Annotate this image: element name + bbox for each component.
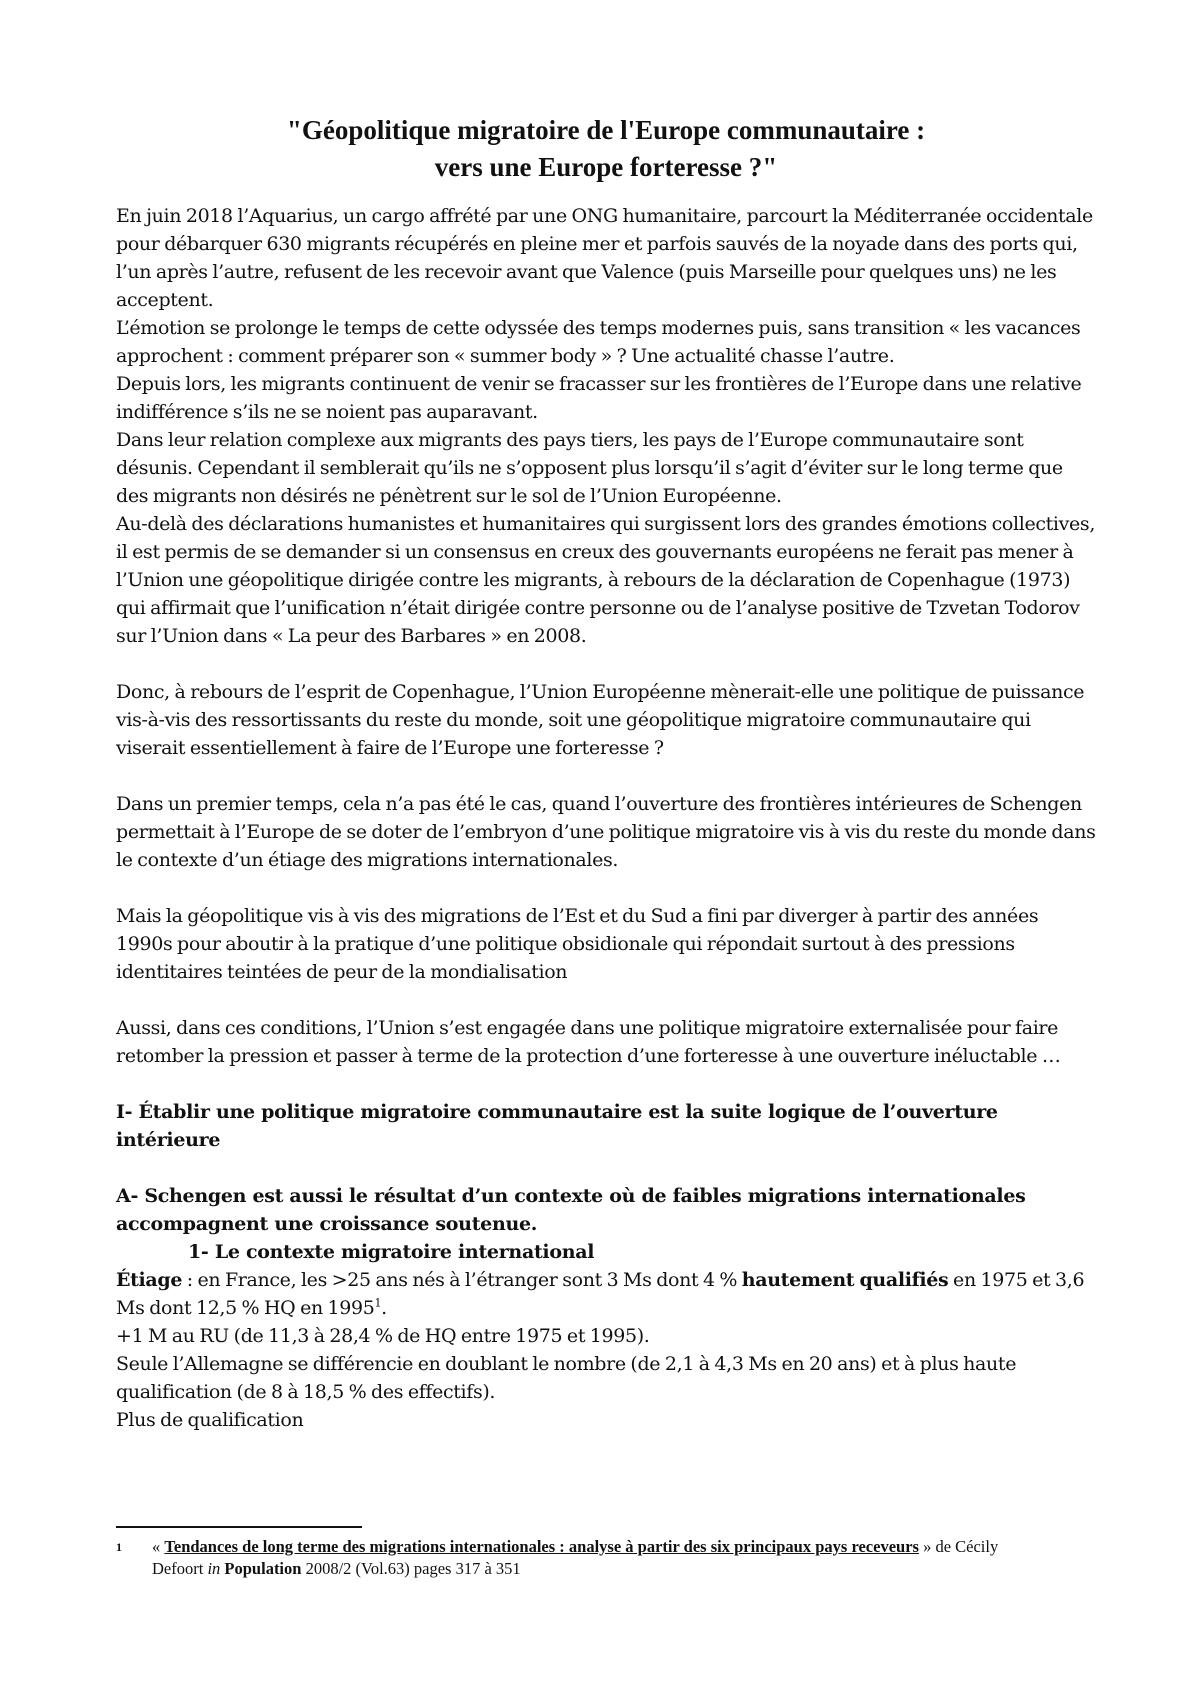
plan-paragraph-3: Aussi, dans ces conditions, l’Union s’est engagée dans une politique migratoire externalisée pour faire retomber la pression et passer à terme de la protection d’une forteresse à une ouverture inéluctable …: [116, 1017, 1061, 1067]
document-title: [116, 112, 1096, 186]
footnote-link[interactable]: Tendances de long terme des migrations internationales : analyse à partir des six principaux pays receveurs: [164, 1537, 919, 1556]
intro-paragraph-5: Au-delà des déclarations humanistes et humanitaires qui surgissent lors des grandes émotions collectives, il est permis de se demander si un consensus en creux des gouvernants européens ne ferait pas mener à l’Union une géopolitique dirigée contre les migrants, à rebours de la déclaration de Copenhague (1973) qui affirmait que l’unification n’était dirigée contre personne ou de l’analyse positive de Tzvetan Todorov sur l’Union dans « La peur des Barbares » en 2008.: [116, 513, 1096, 647]
intro-paragraph-2: L’émotion se prolonge le temps de cette odyssée des temps modernes puis, sans transition « les vacances approchent : comment préparer son « summer body » ? Une actualité chasse l’autre.: [116, 317, 1081, 367]
etiage-paragraph: [116, 1266, 1096, 1322]
problematic-paragraph: Donc, à rebours de l’esprit de Copenhague, l’Union Européenne mènerait-elle une politique de puissance vis-à-vis des ressortissants du reste du monde, soit une géopolitique migratoire communautaire qui viserait essentiellement à faire de l’Europe une forteresse ?: [116, 681, 1085, 759]
subsubsection-heading-1: 1- Le contexte migratoire international: [188, 1241, 595, 1263]
title-line-2: vers une Europe forteresse ?": [434, 152, 778, 182]
plan-paragraph-1: Dans un premier temps, cela n’a pas été le cas, quand l’ouverture des frontières intérieures de Schengen permettait à l’Europe de se doter de l’embryon d’une politique migratoire vis à vis du reste du monde dans le contexte d’un étiage des migrations internationales.: [116, 793, 1096, 871]
spacer: [116, 986, 1096, 1014]
intro-paragraph-4: Dans leur relation complexe aux migrants des pays tiers, les pays de l’Europe communautaire sont désunis. Cependant il semblerait qu’ils ne s’opposent plus lorsqu’il s’agit d’éviter sur le long terme que des migrants non désirés ne pénètrent sur le sol de l’Union Européenne.: [116, 429, 1063, 507]
text-line-germany: Seule l’Allemagne se différencie en doublant le nombre (de 2,1 à 4,3 Ms en 20 ans) et à plus haute qualification (de 8 à 18,5 % des effectifs).: [116, 1353, 1017, 1403]
footnote-journal: Population: [224, 1559, 302, 1578]
footnote-in: in: [207, 1559, 221, 1578]
spacer: [116, 650, 1096, 678]
etiage-bold: hautement qualifiés: [741, 1269, 949, 1291]
spacer: [116, 762, 1096, 790]
plan-paragraph-2: Mais la géopolitique vis à vis des migrations de l’Est et du Sud a fini par diverger à partir des années 1990s pour aboutir à la pratique d’une politique obsidionale qui répondait surtout à des pressions identitaires teintées de peur de la mondialisation: [116, 905, 1039, 983]
subsection-heading-a: A- Schengen est aussi le résultat d’un contexte où de faibles migrations internationales accompagnent une croissance soutenue.: [116, 1185, 1026, 1235]
title-line-1: "Géopolitique migratoire de l'Europe communautaire :: [286, 115, 926, 145]
intro-paragraph-3: Depuis lors, les migrants continuent de venir se fracasser sur les frontières de l’Europe dans une relative indifférence s’ils ne se noient pas auparavant.: [116, 373, 1082, 423]
text-line-qualification: Plus de qualification: [116, 1409, 304, 1431]
footnote-author: » de Cécily Defoort: [152, 1537, 999, 1578]
document-page: [116, 112, 1096, 1434]
footnote-rest: 2008/2 (Vol.63) pages 317 à 351: [301, 1559, 521, 1578]
etiage-text-2: en 1975 et 3,6 Ms dont 12,5 % HQ en 1995: [116, 1269, 1085, 1319]
footnote-open-quote: «: [152, 1537, 165, 1556]
intro-paragraph-1: En juin 2018 l’Aquarius, un cargo affrété par une ONG humanitaire, parcourt la Méditerranée occidentale pour débarquer 630 migrants récupérés en pleine mer et parfois sauvés de la noyade dans des ports qui, l’un après l’autre, refusent de les recevoir avant que Valence (puis Marseille pour quelques uns) ne les acceptent.: [116, 205, 1093, 311]
etiage-text-1: : en France, les >25 ans nés à l’étranger sont 3 Ms dont 4 %: [182, 1269, 742, 1291]
spacer: [116, 874, 1096, 902]
footnote-ref[interactable]: 1: [374, 1296, 382, 1310]
footnote-body: [152, 1536, 1046, 1580]
spacer: [116, 1154, 1096, 1182]
footnote: [116, 1536, 1046, 1580]
spacer: [116, 1070, 1096, 1098]
etiage-label: Étiage: [116, 1269, 183, 1291]
text-line-uk: +1 M au RU (de 11,3 à 28,4 % de HQ entre 1975 et 1995).: [116, 1325, 650, 1347]
footnote-separator: [116, 1526, 362, 1528]
etiage-text-3: .: [381, 1297, 387, 1319]
section-heading-1: I- Établir une politique migratoire communautaire est la suite logique de l’ouverture intérieure: [116, 1101, 998, 1151]
footnote-number: 1: [116, 1540, 122, 1554]
